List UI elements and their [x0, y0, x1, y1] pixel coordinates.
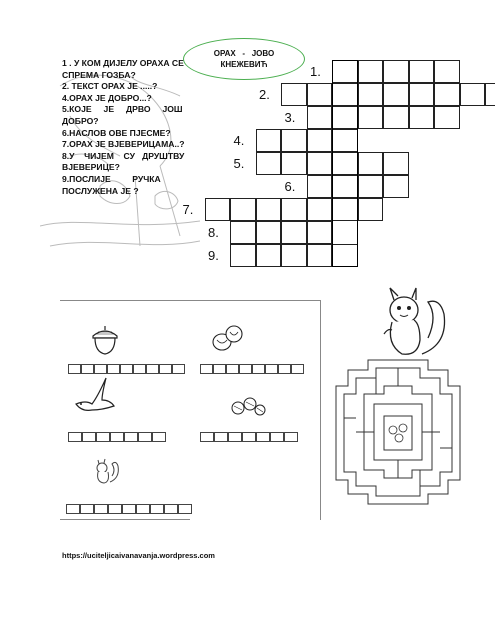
question-line: 9.ПОСЛИЈЕ РУЧКА: [62, 173, 161, 184]
answer-letter-box[interactable]: [265, 364, 278, 374]
answer-letter-box[interactable]: [94, 364, 107, 374]
answer-letter-box[interactable]: [200, 364, 213, 374]
answer-letter-box[interactable]: [66, 504, 80, 514]
answer-letter-box[interactable]: [68, 364, 81, 374]
answer-letter-box[interactable]: [138, 432, 152, 442]
answer-letter-box[interactable]: [110, 432, 124, 442]
answer-letter-box[interactable]: [213, 364, 226, 374]
crossword-row-number: 1.: [310, 64, 321, 79]
answer-letter-box[interactable]: [94, 504, 108, 514]
answer-letter-box[interactable]: [133, 364, 146, 374]
answer-letter-box[interactable]: [81, 364, 94, 374]
question-line: 7.ОРАХ ЈЕ ВЈЕВЕРИЦАМА..?: [62, 139, 185, 150]
answer-letter-box[interactable]: [107, 364, 120, 374]
question-line: 6.НАСЛОВ ОВЕ ПЈЕСМЕ?: [62, 127, 171, 138]
answer-letter-box[interactable]: [270, 432, 284, 442]
answer-letter-box[interactable]: [252, 364, 265, 374]
answer-letter-box[interactable]: [256, 432, 270, 442]
answer-letter-box[interactable]: [164, 504, 178, 514]
crossword-row-number: 5.: [233, 156, 245, 171]
answer-letter-box[interactable]: [68, 432, 82, 442]
answer-letter-box[interactable]: [291, 364, 304, 374]
answer-letter-box[interactable]: [284, 432, 298, 442]
question-line: 1 . У КОМ ДИЈЕЛУ ОРАХА СЕ: [62, 58, 184, 68]
question-line: ВЈЕВЕРИЦЕ?: [62, 162, 120, 173]
question-line: СПРЕМА ГОЗБА?: [62, 69, 136, 80]
crossword-row-number: 7.: [182, 202, 194, 217]
squirrel-icon: [378, 284, 450, 360]
answer-letter-box[interactable]: [242, 432, 256, 442]
answer-letter-box[interactable]: [136, 504, 150, 514]
maze-puzzle: [328, 358, 468, 508]
question-line: ПОСЛУЖЕНА ЈЕ ?: [62, 185, 139, 196]
answer-letter-box[interactable]: [124, 432, 138, 442]
answer-letter-box[interactable]: [214, 432, 228, 442]
question-line: 4.ОРАХ ЈЕ ДОБРО...?: [62, 92, 152, 103]
answer-letter-box[interactable]: [96, 432, 110, 442]
question-line: 8.У ЧИЈЕМ СУ ДРУШТВУ: [62, 150, 185, 161]
crossword-row-number: 2.: [259, 87, 270, 102]
question-line: 2. ТЕКСТ ОРАХ ЈЕ .....?: [62, 81, 158, 92]
title-line-1: ОРАХ - ЈОВО: [213, 49, 275, 58]
question-line: 5.КОЈЕ ЈЕ ДРВО ЈОШ: [62, 104, 183, 115]
footer-url[interactable]: https://uciteljicaivanavanja.wordpress.com: [62, 551, 215, 560]
answer-letter-box[interactable]: [159, 364, 172, 374]
crossword-row-number: 4.: [233, 133, 245, 148]
answer-letter-box[interactable]: [178, 504, 192, 514]
answer-letter-box[interactable]: [228, 432, 242, 442]
crossword-row-number: 8.: [208, 225, 219, 240]
question-line: ДОБРО?: [62, 115, 99, 126]
crossword-row-number: 9.: [208, 248, 219, 263]
answer-letter-box[interactable]: [150, 504, 164, 514]
answer-letter-box[interactable]: [239, 364, 252, 374]
answer-letter-box[interactable]: [152, 432, 166, 442]
crossword-row-number: 6.: [284, 179, 296, 194]
answer-letter-box[interactable]: [120, 364, 133, 374]
answer-letter-box[interactable]: [146, 364, 159, 374]
answer-letter-box[interactable]: [200, 432, 214, 442]
answer-letter-box[interactable]: [278, 364, 291, 374]
answer-letter-box[interactable]: [108, 504, 122, 514]
title-line-2: КНЕЖЕВИЋ: [220, 60, 268, 69]
answer-letter-box[interactable]: [82, 432, 96, 442]
crossword-row-number: 3.: [284, 110, 296, 125]
answer-letter-box[interactable]: [172, 364, 185, 374]
answer-letter-box[interactable]: [122, 504, 136, 514]
answer-letter-box[interactable]: [226, 364, 239, 374]
answer-letter-box[interactable]: [80, 504, 94, 514]
